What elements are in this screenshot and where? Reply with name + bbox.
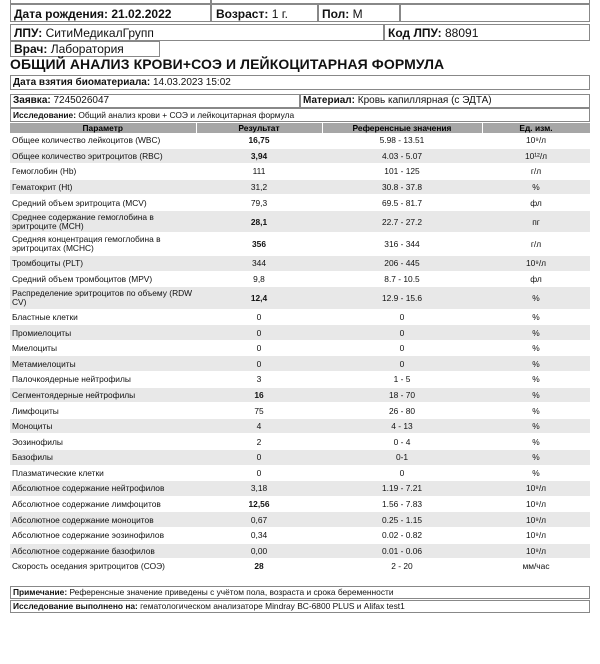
lpu-field [14, 26, 154, 40]
cell-parameter: Лимфоциты [10, 403, 196, 419]
sample-date-field [13, 77, 231, 88]
cell-reference: 0.25 - 1.15 [322, 512, 482, 528]
cell-parameter: Миелоциты [10, 340, 196, 356]
lpu-label: ЛПУ: [14, 26, 43, 40]
cell-reference: 0.02 - 0.82 [322, 527, 482, 543]
empty-box [400, 4, 590, 22]
note-label: Примечание: [13, 587, 68, 597]
table-row [10, 543, 590, 559]
cell-reference: 0 [322, 309, 482, 325]
cell-reference: 0.01 - 0.06 [322, 543, 482, 559]
table-row [10, 340, 590, 356]
cell-reference: 1.19 - 7.21 [322, 481, 482, 497]
doctor-label: Врач: [14, 42, 48, 56]
table-row [10, 164, 590, 180]
material-value: Кровь капиллярная (с ЭДТА) [357, 95, 492, 106]
cell-unit: % [482, 325, 590, 341]
cell-reference: 101 - 125 [322, 164, 482, 180]
order-field [13, 95, 109, 106]
material-label: Материал: [303, 95, 355, 106]
table-header-row [10, 123, 590, 133]
lpu-code-label: Код ЛПУ: [388, 26, 442, 40]
cell-result: 0 [196, 340, 322, 356]
cell-unit: 10⁹/л [482, 481, 590, 497]
cell-reference: 0 [322, 340, 482, 356]
cell-reference: 8.7 - 10.5 [322, 271, 482, 287]
cell-result: 344 [196, 255, 322, 271]
cell-result: 79,3 [196, 195, 322, 211]
cell-result: 0 [196, 450, 322, 466]
table-row [10, 356, 590, 372]
cell-unit: 10⁹/л [482, 543, 590, 559]
cell-unit: мм/час [482, 559, 590, 575]
cell-parameter: Средний объем тромбоцитов (MPV) [10, 271, 196, 287]
cell-reference: 1.56 - 7.83 [322, 496, 482, 512]
header-result: Результат [196, 123, 322, 133]
cell-reference: 5.98 - 13.51 [322, 133, 482, 148]
table-row [10, 559, 590, 575]
cell-reference: 206 - 445 [322, 255, 482, 271]
table-row [10, 233, 590, 256]
cell-parameter: Базофилы [10, 450, 196, 466]
table-row [10, 481, 590, 497]
study-label: Исследование: [13, 110, 76, 120]
table-row [10, 434, 590, 450]
note-value: Референсные значение приведены с учётом пола, возраста и срока беременности [69, 587, 394, 597]
table-row [10, 309, 590, 325]
table-row [10, 512, 590, 528]
cell-unit: % [482, 179, 590, 195]
cell-unit: % [482, 418, 590, 434]
cell-reference: 4.03 - 5.07 [322, 148, 482, 164]
table-row [10, 271, 590, 287]
analyzer-value: гематологическом анализаторе Mindray BC-6800 PLUS и Alifax test1 [140, 601, 405, 611]
cell-unit: г/л [482, 164, 590, 180]
cell-unit: 10⁹/л [482, 512, 590, 528]
cell-parameter: Гематокрит (Ht) [10, 179, 196, 195]
cell-result: 28,1 [196, 210, 322, 233]
cell-unit: 10⁹/л [482, 255, 590, 271]
cell-result: 3,94 [196, 148, 322, 164]
cell-reference: 0 - 4 [322, 434, 482, 450]
order-label: Заявка: [13, 95, 51, 106]
cell-result: 0 [196, 309, 322, 325]
header-reference: Референсные значения [322, 123, 482, 133]
results-body [10, 133, 590, 574]
cell-unit: % [482, 450, 590, 466]
cell-parameter: Общее количество эритроцитов (RBC) [10, 148, 196, 164]
results-table [10, 123, 591, 575]
analyzer-label: Исследование выполнено на: [13, 601, 138, 611]
table-row [10, 325, 590, 341]
lpu-value: СитиМедикалГрупп [45, 26, 154, 40]
cell-result: 0 [196, 465, 322, 481]
cell-result: 0,67 [196, 512, 322, 528]
cell-reference: 18 - 70 [322, 387, 482, 403]
cell-parameter: Промиелоциты [10, 325, 196, 341]
doctor-field [14, 42, 124, 56]
cell-result: 4 [196, 418, 322, 434]
cell-unit: 10¹²/л [482, 148, 590, 164]
cell-unit: % [482, 309, 590, 325]
cell-result: 9,8 [196, 271, 322, 287]
cell-parameter: Общее количество лейкоцитов (WBC) [10, 133, 196, 148]
cell-result: 2 [196, 434, 322, 450]
table-row [10, 527, 590, 543]
cell-unit: фл [482, 271, 590, 287]
table-row [10, 496, 590, 512]
cell-reference: 316 - 344 [322, 233, 482, 256]
cell-reference: 22.7 - 27.2 [322, 210, 482, 233]
cell-result: 16,75 [196, 133, 322, 148]
cell-parameter: Скорость оседания эритроцитов (СОЭ) [10, 559, 196, 575]
cell-unit: % [482, 287, 590, 310]
cell-reference: 4 - 13 [322, 418, 482, 434]
cell-result: 75 [196, 403, 322, 419]
table-row [10, 210, 590, 233]
cell-parameter: Абсолютное содержание моноцитов [10, 512, 196, 528]
cell-result: 0,34 [196, 527, 322, 543]
dob-value: 21.02.2022 [111, 7, 172, 21]
cell-parameter: Моноциты [10, 418, 196, 434]
cell-parameter: Распределение эритроцитов по объему (RDW CV) [10, 287, 196, 310]
cell-parameter: Эозинофилы [10, 434, 196, 450]
cell-unit: % [482, 434, 590, 450]
table-row [10, 387, 590, 403]
cell-reference: 0 [322, 356, 482, 372]
analyzer-box [10, 600, 590, 613]
dob-label: Дата рождения: [14, 7, 109, 21]
cell-result: 0 [196, 356, 322, 372]
cell-result: 16 [196, 387, 322, 403]
cell-unit: 10⁹/л [482, 496, 590, 512]
cell-unit: фл [482, 195, 590, 211]
sample-date-value: 14.03.2023 15:02 [152, 77, 231, 88]
table-row [10, 148, 590, 164]
header-parameter: Параметр [10, 123, 196, 133]
study-value: Общий анализ крови + СОЭ и лейкоцитарная формула [78, 110, 295, 120]
cell-unit: % [482, 387, 590, 403]
cell-parameter: Сегментоядерные нейтрофилы [10, 387, 196, 403]
table-row [10, 195, 590, 211]
cell-unit: 10⁹/л [482, 527, 590, 543]
sample-date-label: Дата взятия биоматериала: [13, 77, 151, 88]
cell-parameter: Абсолютное содержание лимфоцитов [10, 496, 196, 512]
dob-field [14, 7, 171, 21]
cell-unit: % [482, 403, 590, 419]
cell-result: 3,18 [196, 481, 322, 497]
order-value: 7245026047 [53, 95, 110, 106]
cell-unit: 10⁹/л [482, 133, 590, 148]
table-row [10, 133, 590, 148]
table-row [10, 465, 590, 481]
table-row [10, 179, 590, 195]
cell-reference: 0-1 [322, 450, 482, 466]
cell-result: 12,56 [196, 496, 322, 512]
cell-result: 28 [196, 559, 322, 575]
table-row [10, 418, 590, 434]
cell-parameter: Палочкоядерные нейтрофилы [10, 372, 196, 388]
cell-parameter: Средний объем эритроцита (MCV) [10, 195, 196, 211]
cell-reference: 0 [322, 465, 482, 481]
table-row [10, 403, 590, 419]
cell-parameter: Тромбоциты (PLT) [10, 255, 196, 271]
cell-unit: % [482, 356, 590, 372]
cell-unit: г/л [482, 233, 590, 256]
cell-parameter: Абсолютное содержание эозинофилов [10, 527, 196, 543]
cell-result: 356 [196, 233, 322, 256]
cell-result: 31,2 [196, 179, 322, 195]
cell-result: 3 [196, 372, 322, 388]
cell-reference: 12.9 - 15.6 [322, 287, 482, 310]
cell-unit: % [482, 372, 590, 388]
age-label: Возраст: [216, 7, 269, 21]
cell-unit: % [482, 465, 590, 481]
age-value: 1 г. [271, 7, 288, 21]
cell-parameter: Бластные клетки [10, 309, 196, 325]
cell-reference: 0 [322, 325, 482, 341]
doctor-value: Лаборатория [50, 42, 124, 56]
table-row [10, 287, 590, 310]
cell-parameter: Среднее содержание гемоглобина в эритроците (MCH) [10, 210, 196, 233]
age-field [216, 7, 288, 21]
cell-result: 12,4 [196, 287, 322, 310]
note-box [10, 586, 590, 599]
cell-parameter: Абсолютное содержание нейтрофилов [10, 481, 196, 497]
cell-result: 0 [196, 325, 322, 341]
table-row [10, 372, 590, 388]
cell-result: 0,00 [196, 543, 322, 559]
material-field [303, 95, 492, 106]
sex-field [322, 7, 363, 21]
cell-parameter: Плазматические клетки [10, 465, 196, 481]
cell-parameter: Гемоглобин (Hb) [10, 164, 196, 180]
study-field [13, 110, 294, 120]
cell-reference: 1 - 5 [322, 372, 482, 388]
cell-parameter: Абсолютное содержание базофилов [10, 543, 196, 559]
lpu-code-value: 88091 [445, 26, 479, 40]
cell-reference: 30.8 - 37.8 [322, 179, 482, 195]
cell-reference: 26 - 80 [322, 403, 482, 419]
cell-unit: пг [482, 210, 590, 233]
cell-parameter: Метамиелоциты [10, 356, 196, 372]
cell-unit: % [482, 340, 590, 356]
report-title: ОБЩИЙ АНАЛИЗ КРОВИ+СОЭ И ЛЕЙКОЦИТАРНАЯ ФОРМУЛА [10, 56, 445, 72]
header-unit: Ед. изм. [482, 123, 590, 133]
lpu-code-field [388, 26, 478, 40]
table-row [10, 255, 590, 271]
cell-parameter: Средняя концентрация гемоглобина в эритроцитах (MCHC) [10, 233, 196, 256]
cell-reference: 69.5 - 81.7 [322, 195, 482, 211]
table-row [10, 450, 590, 466]
sex-label: Пол: [322, 7, 350, 21]
cell-result: 111 [196, 164, 322, 180]
sex-value: М [352, 7, 363, 21]
cell-reference: 2 - 20 [322, 559, 482, 575]
